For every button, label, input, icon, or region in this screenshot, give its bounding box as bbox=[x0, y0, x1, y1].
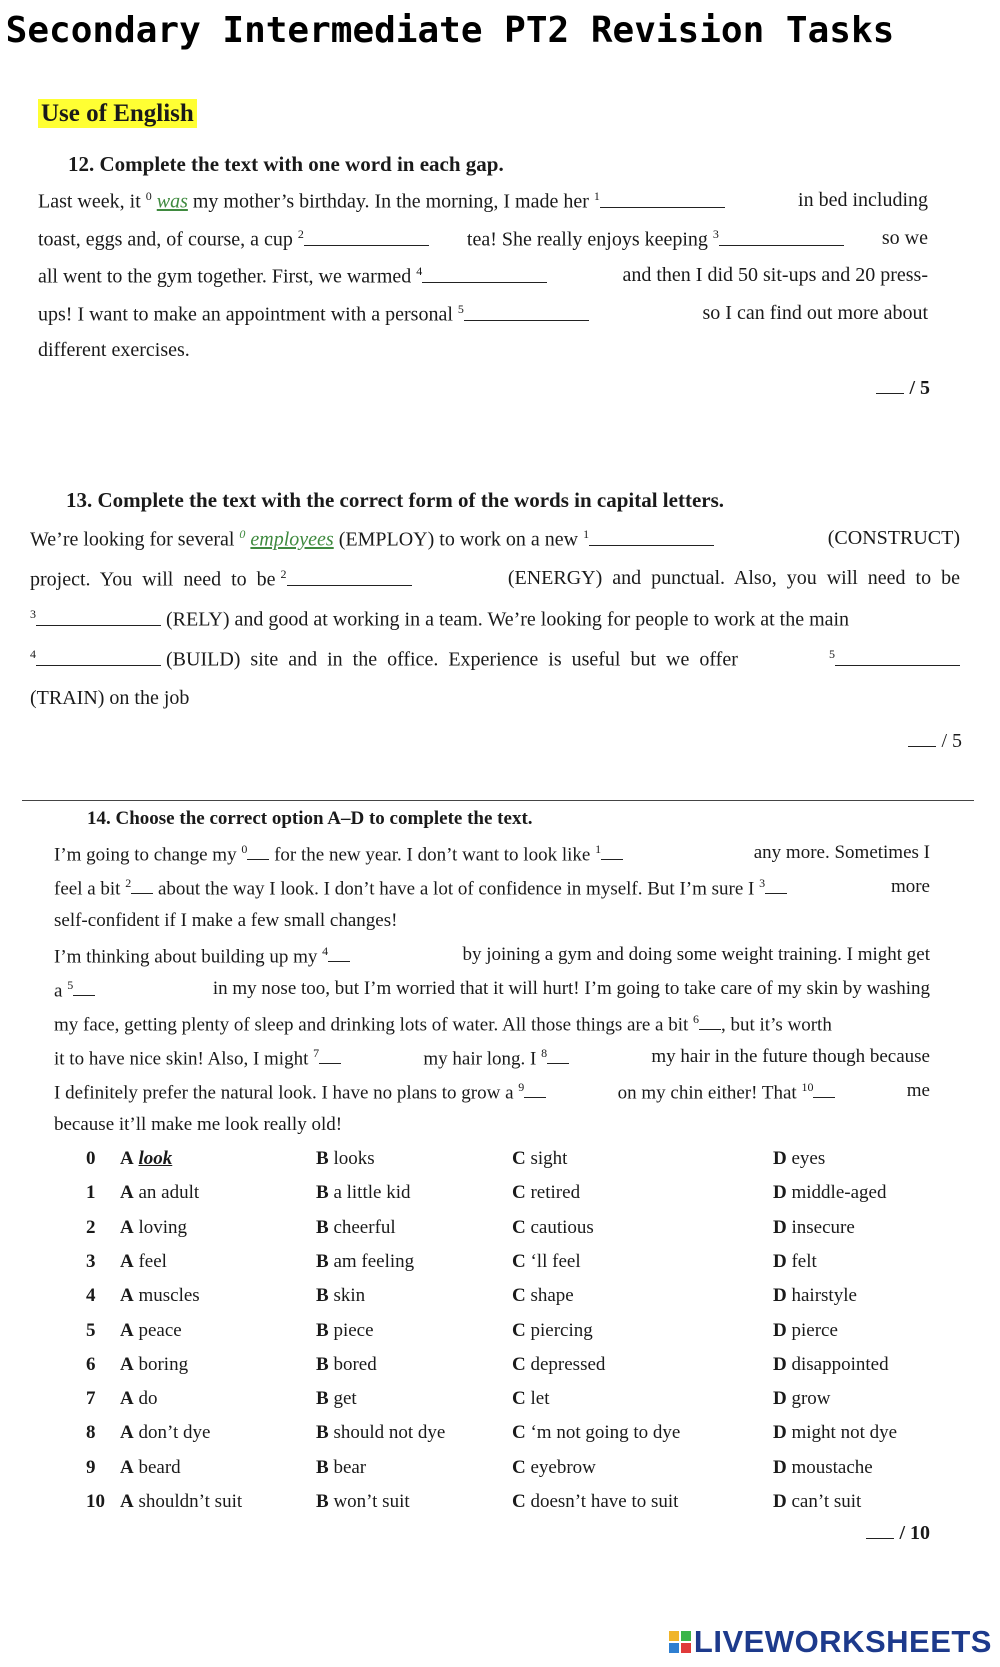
option-text: should not dye bbox=[333, 1422, 446, 1444]
option-letter: A bbox=[120, 1216, 134, 1238]
option-letter: D bbox=[773, 1285, 787, 1307]
option-d-7[interactable] bbox=[773, 1388, 831, 1410]
option-letter: A bbox=[120, 1319, 134, 1341]
option-text: insecure bbox=[791, 1216, 855, 1238]
q12-line-4: ups! I want to make an appointment with a personal $^5$ so I can find out more about bbox=[38, 302, 928, 326]
option-a-0[interactable] bbox=[120, 1148, 172, 1170]
option-row-number: 3 bbox=[86, 1250, 96, 1272]
liveworksheets-logo: LIVEWORKSHEETS bbox=[669, 1624, 992, 1660]
option-text: piercing bbox=[530, 1319, 593, 1341]
option-a-9[interactable] bbox=[120, 1457, 181, 1479]
option-a-1[interactable] bbox=[120, 1182, 199, 1204]
q14-line-1: I’m going to change my $^0$ for the new year. I don’t want to look like $^1$ any more. Sometimes I bbox=[54, 842, 930, 866]
option-letter: C bbox=[512, 1319, 526, 1341]
option-text: skin bbox=[333, 1285, 366, 1307]
gap-14-7[interactable] bbox=[319, 1047, 341, 1064]
option-text: ‘ll feel bbox=[530, 1250, 581, 1272]
option-text: middle-aged bbox=[791, 1182, 887, 1204]
option-text: am feeling bbox=[333, 1250, 415, 1272]
option-text: boring bbox=[138, 1353, 189, 1375]
gap-14-9[interactable] bbox=[524, 1081, 546, 1098]
option-d-8[interactable] bbox=[773, 1422, 897, 1444]
option-letter: B bbox=[316, 1388, 329, 1410]
q14-line-6: my face, getting plenty of sleep and drinking lots of water. All those things are a bit $^6$ , but it’s worth bbox=[54, 1012, 832, 1036]
option-text: piece bbox=[333, 1319, 374, 1341]
gap-13-4[interactable] bbox=[36, 649, 161, 666]
q13-heading: 13. Complete the text with the correct form of the words in capital letters. bbox=[66, 488, 725, 512]
option-d-2[interactable] bbox=[773, 1217, 855, 1239]
option-row-number: 7 bbox=[86, 1388, 96, 1410]
gap-12-2[interactable] bbox=[304, 229, 429, 246]
option-text: might not dye bbox=[791, 1422, 898, 1444]
option-d-3[interactable] bbox=[773, 1251, 817, 1273]
option-text: cheerful bbox=[333, 1216, 396, 1238]
option-letter: B bbox=[316, 1353, 329, 1375]
option-text: sight bbox=[530, 1148, 568, 1169]
q13-line-3: $^3$ (RELY) and good at working in a team. We’re looking for people to work at the main bbox=[30, 607, 850, 631]
q12-line-3: all went to the gym together. First, we warmed $^4$ and then I did 50 sit-ups and 20 press- bbox=[38, 264, 928, 288]
q14-line-2: feel a bit $^2$ about the way I look. I don’t have a lot of confidence in myself. But I’m sure I $^3$ more bbox=[54, 876, 930, 900]
q14-score[interactable]: / 10 bbox=[866, 1522, 930, 1545]
option-letter: D bbox=[773, 1388, 787, 1410]
option-c-4[interactable] bbox=[512, 1285, 574, 1307]
option-c-0[interactable] bbox=[512, 1148, 567, 1170]
option-letter: C bbox=[512, 1388, 526, 1410]
option-row-number: 5 bbox=[86, 1319, 96, 1341]
q14-heading: 14. Choose the correct option A–D to complete the text. bbox=[87, 808, 533, 829]
gap-14-6[interactable] bbox=[699, 1013, 721, 1030]
q13-score[interactable]: / 5 bbox=[908, 730, 962, 753]
option-a-10[interactable] bbox=[120, 1491, 242, 1513]
option-a-6[interactable] bbox=[120, 1354, 188, 1376]
q12-line-1: Last week, it $^0$ was my mother’s birthday. In the morning, I made her $^1$ in bed including bbox=[38, 189, 928, 213]
option-b-1[interactable] bbox=[316, 1182, 410, 1204]
option-row-number: 4 bbox=[86, 1285, 96, 1307]
option-row-number: 6 bbox=[86, 1353, 96, 1375]
option-a-3[interactable] bbox=[120, 1251, 167, 1273]
option-letter: B bbox=[316, 1319, 329, 1341]
q14-line-5: a $^5$ in my nose too, but I’m worried that it will hurt! I’m going to take care of my skin by washing bbox=[54, 978, 930, 1002]
option-b-4[interactable] bbox=[316, 1285, 365, 1307]
option-letter: B bbox=[316, 1182, 329, 1204]
option-row-number: 10 bbox=[86, 1491, 105, 1512]
option-a-4[interactable] bbox=[120, 1285, 200, 1307]
option-c-7[interactable] bbox=[512, 1388, 549, 1410]
option-letter: A bbox=[120, 1491, 134, 1512]
option-letter: A bbox=[120, 1422, 134, 1444]
option-a-2[interactable] bbox=[120, 1217, 187, 1239]
option-letter: B bbox=[316, 1422, 329, 1444]
score-input-13[interactable] bbox=[908, 730, 936, 747]
score-input-12[interactable] bbox=[876, 377, 904, 394]
option-text: can’t suit bbox=[791, 1491, 862, 1512]
option-letter: B bbox=[316, 1216, 329, 1238]
option-letter: C bbox=[512, 1353, 526, 1375]
q12-line-5: different exercises. bbox=[38, 339, 190, 361]
q12-line-2: toast, eggs and, of course, a cup $^2$ tea! She really enjoys keeping $^3$ so we bbox=[38, 227, 928, 251]
q14-line-7: it to have nice skin! Also, I might $^7$ my hair long. I $^8$ my hair in the future though because bbox=[54, 1046, 930, 1070]
q13-line-2: project. You will need to be $^2$ (ENERGY) and punctual. Also, you will need to be bbox=[30, 567, 960, 591]
option-b-2[interactable] bbox=[316, 1217, 396, 1239]
option-letter: A bbox=[120, 1250, 134, 1272]
q13-example: employees bbox=[250, 528, 334, 551]
option-letter: A bbox=[120, 1456, 134, 1478]
option-d-1[interactable] bbox=[773, 1182, 886, 1204]
gap-12-4[interactable] bbox=[422, 266, 547, 283]
option-text: do bbox=[138, 1388, 158, 1410]
option-letter: A bbox=[120, 1388, 134, 1410]
option-c-10[interactable] bbox=[512, 1491, 678, 1513]
option-b-7[interactable] bbox=[316, 1388, 357, 1410]
section-divider bbox=[22, 800, 974, 801]
option-text: look bbox=[138, 1148, 173, 1169]
option-letter: D bbox=[773, 1319, 787, 1341]
option-text: loving bbox=[138, 1216, 188, 1238]
option-text: grow bbox=[791, 1388, 831, 1410]
option-a-7[interactable] bbox=[120, 1388, 157, 1410]
option-text: depressed bbox=[530, 1353, 606, 1375]
gap-14-8[interactable] bbox=[547, 1047, 569, 1064]
gap-13-2[interactable] bbox=[287, 569, 412, 586]
option-b-6[interactable] bbox=[316, 1354, 377, 1376]
option-letter: D bbox=[773, 1491, 787, 1512]
option-text: bored bbox=[333, 1353, 377, 1375]
option-text: a little kid bbox=[333, 1182, 411, 1204]
option-b-3[interactable] bbox=[316, 1251, 414, 1273]
option-text: won’t suit bbox=[333, 1491, 410, 1512]
gap-12-3[interactable] bbox=[719, 229, 844, 246]
option-letter: B bbox=[316, 1456, 329, 1478]
gap-14-0[interactable] bbox=[247, 843, 269, 860]
option-text: looks bbox=[333, 1148, 375, 1169]
option-d-0[interactable] bbox=[773, 1148, 825, 1170]
option-b-8[interactable] bbox=[316, 1422, 445, 1444]
option-text: beard bbox=[138, 1456, 181, 1478]
option-letter: A bbox=[120, 1285, 134, 1307]
q12-example: was bbox=[156, 190, 188, 213]
option-text: doesn’t have to suit bbox=[530, 1491, 679, 1512]
option-text: pierce bbox=[791, 1319, 838, 1341]
gap-14-1[interactable] bbox=[601, 843, 623, 860]
gap-14-4[interactable] bbox=[328, 945, 350, 962]
option-b-5[interactable] bbox=[316, 1320, 374, 1342]
option-letter: C bbox=[512, 1216, 526, 1238]
option-text: bear bbox=[333, 1456, 367, 1478]
option-c-8[interactable] bbox=[512, 1422, 680, 1444]
option-text: eyebrow bbox=[530, 1456, 596, 1478]
option-letter: D bbox=[773, 1456, 787, 1478]
option-letter: D bbox=[773, 1422, 787, 1444]
option-letter: C bbox=[512, 1456, 526, 1478]
gap-13-1[interactable] bbox=[589, 529, 714, 546]
option-letter: A bbox=[120, 1353, 134, 1375]
gap-14-3[interactable] bbox=[765, 877, 787, 894]
option-letter: C bbox=[512, 1491, 526, 1512]
gap-14-5[interactable] bbox=[73, 979, 95, 996]
option-row-number: 2 bbox=[86, 1216, 96, 1238]
gap-13-5[interactable] bbox=[835, 649, 960, 666]
option-letter: C bbox=[512, 1422, 526, 1444]
option-row-number: 8 bbox=[86, 1422, 96, 1444]
option-row-number: 9 bbox=[86, 1456, 96, 1478]
option-letter: A bbox=[120, 1182, 134, 1204]
option-d-10[interactable] bbox=[773, 1491, 861, 1513]
option-letter: A bbox=[120, 1148, 134, 1169]
option-text: eyes bbox=[791, 1148, 826, 1169]
option-b-9[interactable] bbox=[316, 1457, 366, 1479]
option-text: disappointed bbox=[791, 1353, 889, 1375]
q13-line-1: We’re looking for several $^0$ employees (EMPLOY) to work on a new $^1$ (CONSTRUCT) bbox=[30, 527, 960, 551]
option-text: moustache bbox=[791, 1456, 873, 1478]
option-d-6[interactable] bbox=[773, 1354, 889, 1376]
gap-14-2[interactable] bbox=[131, 877, 153, 894]
option-letter: C bbox=[512, 1285, 526, 1307]
option-text: hairstyle bbox=[791, 1285, 857, 1307]
option-c-6[interactable] bbox=[512, 1354, 605, 1376]
gap-12-5[interactable] bbox=[464, 304, 589, 321]
score-input-14[interactable] bbox=[866, 1522, 894, 1539]
option-letter: D bbox=[773, 1250, 787, 1272]
gap-13-3[interactable] bbox=[36, 609, 161, 626]
gap-12-1[interactable] bbox=[600, 191, 725, 208]
option-c-9[interactable] bbox=[512, 1457, 596, 1479]
option-b-0[interactable] bbox=[316, 1148, 375, 1170]
option-text: shouldn’t suit bbox=[138, 1491, 243, 1512]
option-letter: B bbox=[316, 1491, 329, 1512]
option-letter: B bbox=[316, 1250, 329, 1272]
option-c-5[interactable] bbox=[512, 1320, 593, 1342]
option-text: retired bbox=[530, 1182, 581, 1204]
option-row-number: 0 bbox=[86, 1148, 96, 1169]
option-a-5[interactable] bbox=[120, 1320, 182, 1342]
option-text: an adult bbox=[138, 1182, 200, 1204]
q13-line-4: $^4$ (BUILD) site and in the office. Experience is useful but we offer $^5$ bbox=[30, 647, 960, 672]
option-text: cautious bbox=[530, 1216, 594, 1238]
option-text: ‘m not going to dye bbox=[530, 1422, 681, 1444]
logo-icon bbox=[669, 1631, 691, 1653]
q14-line-3: self-confident if I make a few small changes! bbox=[54, 910, 398, 931]
option-letter: B bbox=[316, 1285, 329, 1307]
option-text: get bbox=[333, 1388, 357, 1410]
page-title: Secondary Intermediate PT2 Revision Tasks bbox=[5, 10, 895, 51]
option-a-8[interactable] bbox=[120, 1422, 210, 1444]
option-d-5[interactable] bbox=[773, 1320, 838, 1342]
option-text: peace bbox=[138, 1319, 182, 1341]
section-label: Use of English bbox=[38, 100, 197, 128]
q14-line-8: I definitely prefer the natural look. I have no plans to grow a $^9$ on my chin either! That $^{10}$ me bbox=[54, 1080, 930, 1104]
option-text: felt bbox=[791, 1250, 817, 1272]
option-d-4[interactable] bbox=[773, 1285, 857, 1307]
option-letter: C bbox=[512, 1250, 526, 1272]
option-d-9[interactable] bbox=[773, 1457, 873, 1479]
option-letter: D bbox=[773, 1182, 787, 1204]
option-letter: D bbox=[773, 1148, 787, 1169]
option-letter: D bbox=[773, 1353, 787, 1375]
option-c-3[interactable] bbox=[512, 1251, 581, 1273]
option-c-2[interactable] bbox=[512, 1217, 594, 1239]
option-text: let bbox=[530, 1388, 550, 1410]
gap-14-10[interactable] bbox=[813, 1081, 835, 1098]
q14-line-4: I’m thinking about building up my $^4$ by joining a gym and doing some weight training. I might get bbox=[54, 944, 930, 968]
option-letter: B bbox=[316, 1148, 329, 1169]
option-c-1[interactable] bbox=[512, 1182, 580, 1204]
option-b-10[interactable] bbox=[316, 1491, 410, 1513]
q12-score[interactable]: / 5 bbox=[876, 377, 930, 400]
option-text: don’t dye bbox=[138, 1422, 211, 1444]
option-letter: C bbox=[512, 1182, 526, 1204]
option-text: shape bbox=[530, 1285, 574, 1307]
q12-heading: 12. Complete the text with one word in each gap. bbox=[68, 152, 504, 176]
option-letter: D bbox=[773, 1216, 787, 1238]
option-text: muscles bbox=[138, 1285, 200, 1307]
option-row-number: 1 bbox=[86, 1182, 96, 1204]
q13-line-5: (TRAIN) on the job bbox=[30, 687, 190, 709]
option-letter: C bbox=[512, 1148, 526, 1169]
option-text: feel bbox=[138, 1250, 167, 1272]
q14-line-9: because it’ll make me look really old! bbox=[54, 1114, 343, 1135]
